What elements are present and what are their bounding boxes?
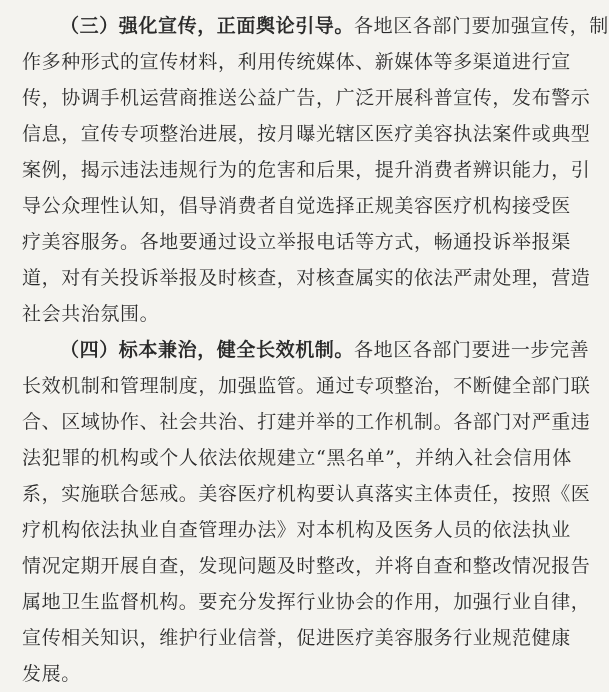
section-4-line: 属地卫生监督机构。要充分发挥行业协会的作用，加强行业自律， bbox=[22, 591, 591, 613]
section-4-line: 法犯罪的机构或个人依法依规建立“黑名单”，并纳入社会信用体 bbox=[22, 447, 572, 469]
section-4-line: 长效机制和管理制度，加强监管。通过专项整治，不断健全部门联 bbox=[22, 375, 591, 397]
section-4-first-line bbox=[22, 332, 590, 368]
section-3-line: 传，协调手机运营商推送公益广告，广泛开展科普宣传，发布警示 bbox=[22, 87, 591, 109]
section-4-line: 疗机构依法执业自查管理办法》对本机构及医务人员的依法执业 bbox=[22, 519, 571, 541]
section-3-heading: （三）强化宣传，正面舆论引导。 bbox=[60, 15, 355, 37]
section-3-line-0: 各地区各部门要加强宣传，制 bbox=[354, 15, 609, 37]
section-4-last-line: 发展。 bbox=[22, 663, 81, 685]
section-3-line: 导公众理性认知，倡导消费者自觉选择正规美容医疗机构接受医 bbox=[22, 195, 571, 217]
section-4-heading: （四）标本兼治，健全长效机制。 bbox=[60, 339, 355, 361]
section-4-line: 宣传相关知识，维护行业信誉，促进医疗美容服务行业规范健康 bbox=[22, 627, 571, 649]
section-3-line: 案例，揭示违法违规行为的危害和后果，提升消费者辨识能力，引 bbox=[22, 159, 591, 181]
section-3-last-line: 社会共治氛围。 bbox=[22, 303, 160, 325]
section-3-line: 道，对有关投诉举报及时核查，对核查属实的依法严肃处理，营造 bbox=[22, 267, 591, 289]
section-4-line: 系，实施联合惩戒。美容医疗机构要认真落实主体责任，按照《医 bbox=[22, 483, 591, 505]
section-4-line-0: 各地区各部门要进一步完善 bbox=[354, 339, 590, 361]
section-3-line: 作多种形式的宣传材料，利用传统媒体、新媒体等多渠道进行宣 bbox=[22, 51, 571, 73]
section-3-line: 疗美容服务。各地要通过设立举报电话等方式，畅通投诉举报渠 bbox=[22, 231, 571, 253]
section-3-first-line bbox=[22, 8, 609, 44]
section-4-line: 情况定期开展自查，发现问题及时整改，并将自查和整改情况报告 bbox=[22, 555, 591, 577]
section-3-line: 信息，宣传专项整治进展，按月曝光辖区医疗美容执法案件或典型 bbox=[22, 123, 591, 145]
section-4-line: 合、区域协作、社会共治、打建并举的工作机制。各部门对严重违 bbox=[22, 411, 591, 433]
